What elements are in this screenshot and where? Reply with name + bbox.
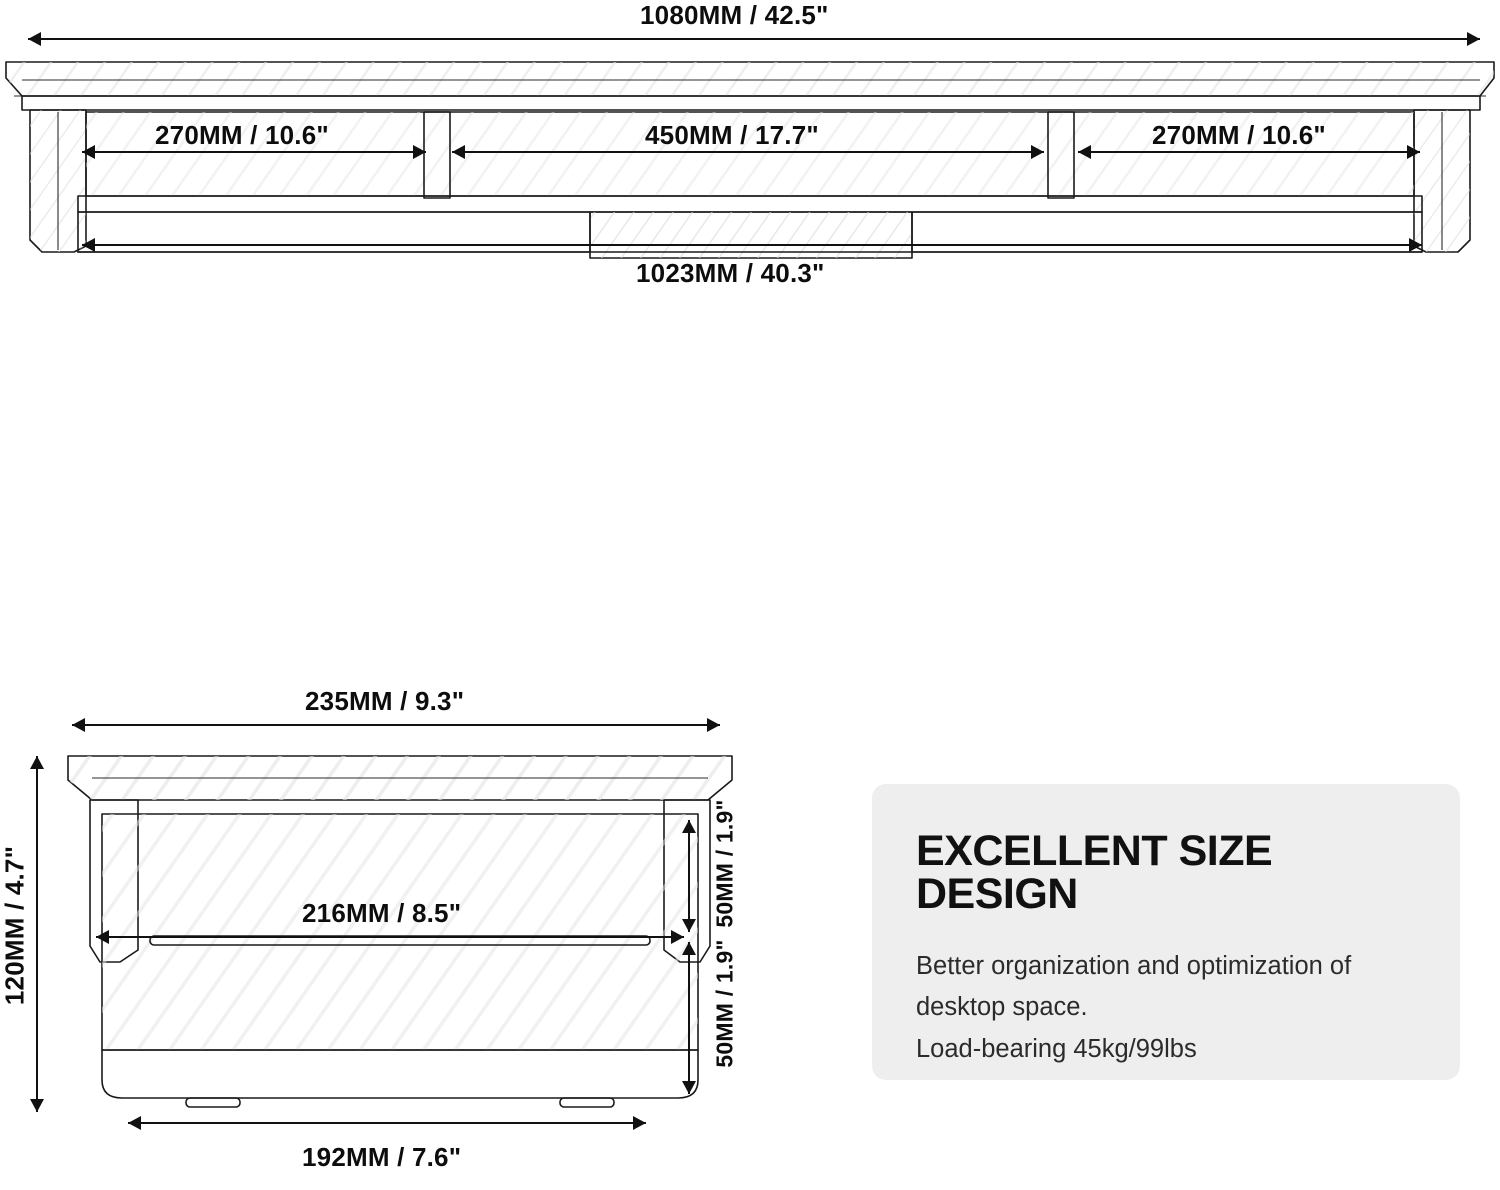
info-card-line-2: desktop space. (916, 993, 1088, 1022)
label-right-bay: 270MM / 10.6" (1152, 120, 1326, 150)
label-base-depth: 192MM / 7.6" (302, 1142, 462, 1172)
arrow-base-depth (128, 1116, 646, 1130)
label-overall-width: 1080MM / 42.5" (640, 0, 829, 30)
label-inner-depth: 216MM / 8.5" (302, 898, 462, 928)
arrow-right-bay (1078, 145, 1420, 159)
arrow-total-height (30, 756, 44, 1112)
arrow-overall-width (28, 32, 1480, 46)
info-card-line-3: Load-bearing 45kg/99lbs (916, 1034, 1197, 1063)
arrow-left-bay (82, 145, 426, 159)
arrow-inner-width (82, 238, 1422, 252)
arrow-center-bay (452, 145, 1044, 159)
info-card-title: EXCELLENT SIZE DESIGN (916, 827, 1273, 918)
label-total-height: 120MM / 4.7" (0, 845, 30, 1006)
front-view-group (0, 0, 1500, 330)
arrow-lower-gap (682, 942, 696, 1094)
arrow-top-depth (72, 718, 720, 732)
label-upper-gap: 50MM / 1.9" (711, 799, 738, 928)
arrow-upper-gap (682, 820, 696, 932)
side-view-group (0, 660, 820, 1170)
info-card (872, 784, 1460, 1080)
label-center-bay: 450MM / 17.7" (645, 120, 819, 150)
label-inner-width: 1023MM / 40.3" (636, 258, 825, 288)
label-left-bay: 270MM / 10.6" (155, 120, 329, 150)
arrow-inner-depth (96, 930, 684, 944)
label-top-depth: 235MM / 9.3" (305, 686, 465, 716)
label-lower-gap: 50MM / 1.9" (711, 939, 738, 1068)
info-card-line-1: Better organization and optimization of (916, 952, 1352, 980)
